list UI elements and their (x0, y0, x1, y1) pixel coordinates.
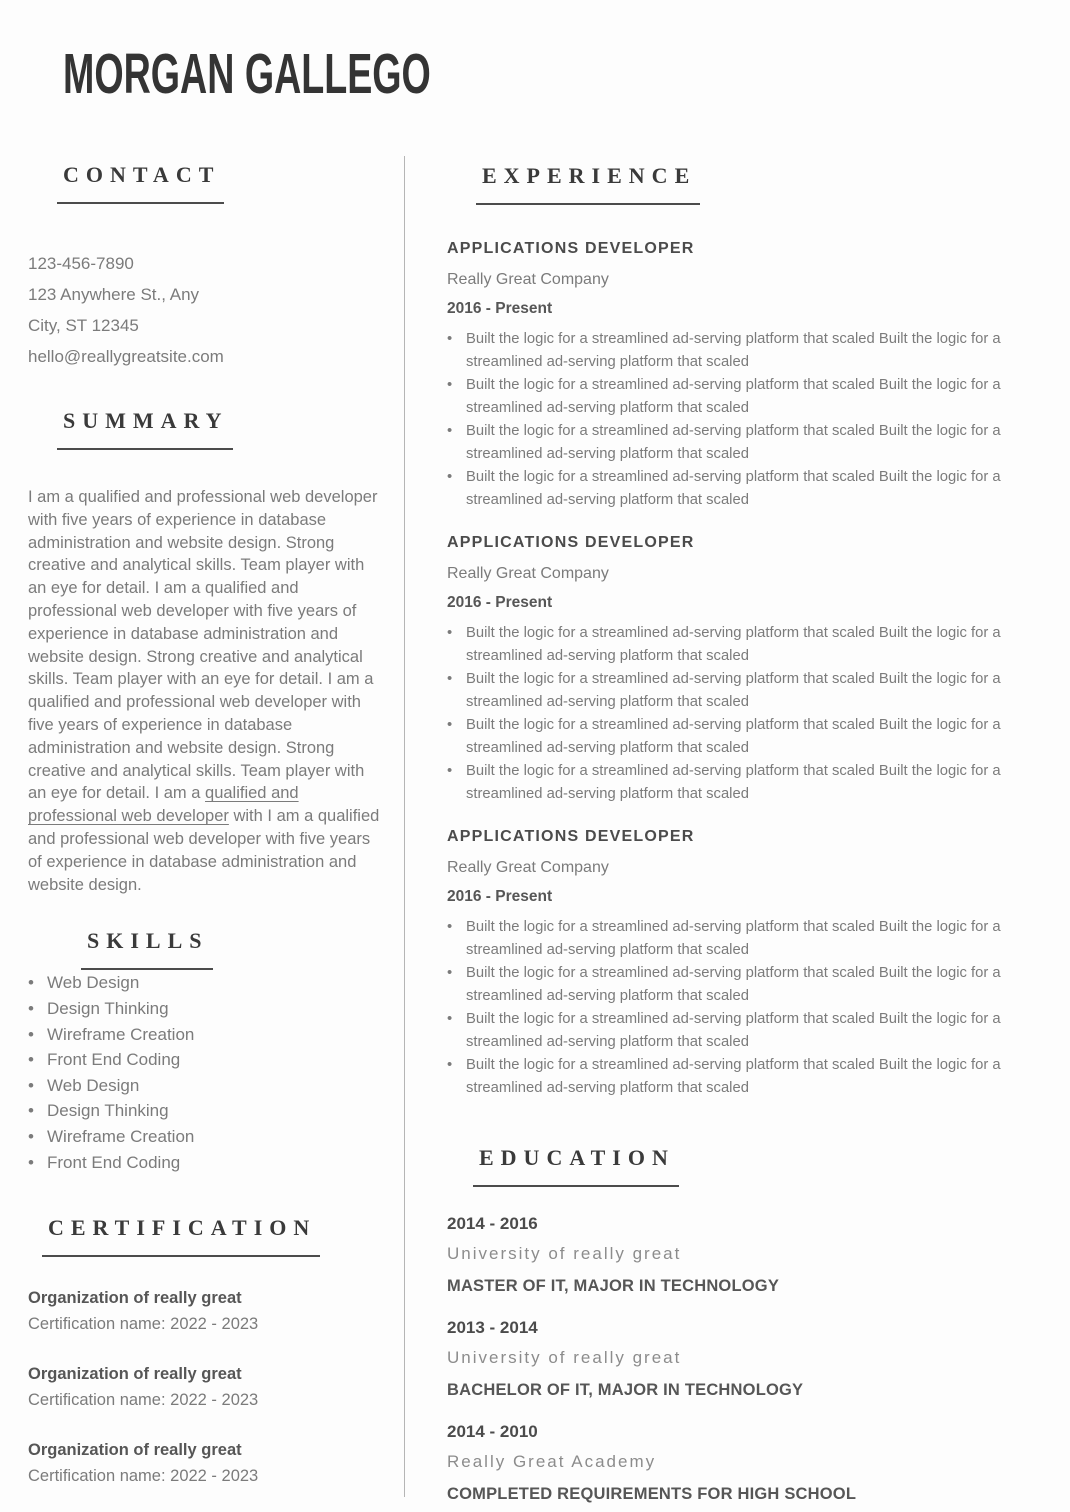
bullet-icon: • (447, 717, 453, 733)
skill-item (28, 996, 384, 1022)
job-bullet-text: Built the logic for a streamlined ad-serving platform that scaled Built the logic for a streamlined ad-serving platform that scaled (466, 763, 1001, 802)
bullet-icon: • (447, 1011, 453, 1027)
job-bullet (447, 328, 1049, 374)
certification-section (28, 1175, 384, 1490)
skill-item (28, 1022, 384, 1048)
education-school: Really Great Academy (447, 1452, 657, 1471)
bullet-icon: • (28, 998, 34, 1018)
experience-entry (447, 239, 1049, 512)
job-bullet (447, 1008, 1049, 1054)
certification-name: Certification name: 2022 - 2023 (28, 1315, 259, 1334)
job-title: APPLICATIONS DEVELOPER (447, 240, 695, 257)
skills-heading (81, 928, 213, 970)
column-divider (404, 156, 405, 1497)
job-title: APPLICATIONS DEVELOPER (447, 828, 695, 845)
education-degree: BACHELOR OF IT, MAJOR IN TECHNOLOGY (447, 1381, 804, 1399)
skill-label: Front End Coding (47, 1152, 181, 1172)
certification-entry (28, 1285, 384, 1338)
job-bullet-text: Built the logic for a streamlined ad-serving platform that scaled Built the logic for a streamlined ad-serving platform that scaled (466, 423, 1001, 462)
job-dates: 2016 - Present (447, 888, 553, 905)
skill-item (28, 970, 384, 996)
job-bullet (447, 714, 1049, 760)
bullet-icon: • (447, 763, 453, 779)
skill-item (28, 1073, 384, 1099)
bullet-icon: • (447, 965, 453, 981)
summary-section (28, 372, 384, 896)
job-bullet-text: Built the logic for a streamlined ad-serving platform that scaled Built the logic for a streamlined ad-serving platform that scaled (466, 717, 1001, 756)
education-entry (447, 1213, 1049, 1297)
job-bullet (447, 760, 1049, 806)
bullet-icon: • (28, 1075, 34, 1095)
skill-item (28, 1047, 384, 1073)
bullet-icon: • (447, 377, 453, 393)
job-bullet-text: Built the logic for a streamlined ad-serving platform that scaled Built the logic for a streamlined ad-serving platform that scaled (466, 469, 1001, 508)
skills-title: SKILLS (87, 928, 209, 954)
name-heading: MORGAN GALLEGO (63, 42, 431, 106)
skill-label: Web Design (47, 973, 140, 993)
skill-label: Design Thinking (47, 998, 169, 1018)
skill-label: Front End Coding (47, 1050, 181, 1070)
certification-name: Certification name: 2022 - 2023 (28, 1467, 259, 1486)
summary-paragraph (28, 486, 384, 896)
education-dates: 2013 - 2014 (447, 1318, 538, 1337)
skill-item (28, 1150, 384, 1176)
bullet-icon: • (28, 1126, 34, 1146)
summary-text-before: I am a qualified and professional web developer with five years of experience in database administration and website design. Strong creative and analytical skills. Team player with an eye for detail. I am a qualified and professional web developer with five years of experience in database administration and website design. Strong creative and analytical skills. Team player with an eye for detail. I am a qualified and professional web developer with five years of experience in database administration and website design. Strong creative and analytical skills. Team player with an eye for detail. I am a (28, 488, 378, 803)
company-name: Really Great Company (447, 859, 609, 876)
certification-list (28, 1285, 384, 1490)
company-name: Really Great Company (447, 271, 609, 288)
education-school: University of really great (447, 1348, 682, 1367)
skills-section (28, 896, 384, 1175)
bullet-icon: • (447, 625, 453, 641)
experience-title: EXPERIENCE (482, 163, 697, 188)
contact-line: City, ST 12345 (28, 316, 139, 335)
education-list (447, 1213, 1049, 1505)
certification-entry (28, 1361, 384, 1414)
left-column (28, 150, 384, 1512)
education-heading (473, 1145, 679, 1187)
skill-item (28, 1124, 384, 1150)
certification-organization: Organization of really great (28, 1289, 242, 1308)
bullet-icon: • (28, 1024, 34, 1044)
job-bullet-text: Built the logic for a streamlined ad-serving platform that scaled Built the logic for a streamlined ad-serving platform that scaled (466, 671, 1001, 710)
certification-title: CERTIFICATION (48, 1215, 317, 1241)
experience-entry (447, 533, 1049, 806)
contact-info (28, 248, 384, 372)
job-bullet-text: Built the logic for a streamlined ad-serving platform that scaled Built the logic for a streamlined ad-serving platform that scaled (466, 919, 1001, 958)
job-bullet-list (447, 916, 1049, 1100)
certification-organization: Organization of really great (28, 1441, 242, 1460)
job-dates: 2016 - Present (447, 300, 553, 317)
job-bullet-text: Built the logic for a streamlined ad-serving platform that scaled Built the logic for a streamlined ad-serving platform that scaled (466, 377, 1001, 416)
bullet-icon: • (447, 423, 453, 439)
contact-title: CONTACT (63, 162, 221, 187)
skill-label: Wireframe Creation (47, 1126, 195, 1146)
contact-heading (57, 162, 224, 204)
job-bullet-list (447, 622, 1049, 806)
experience-entry (447, 827, 1049, 1100)
skill-label: Wireframe Creation (47, 1024, 195, 1044)
bullet-icon: • (28, 973, 34, 993)
job-bullet-list (447, 328, 1049, 512)
job-bullet (447, 466, 1049, 512)
certification-organization: Organization of really great (28, 1365, 242, 1384)
job-bullet (447, 622, 1049, 668)
bullet-icon: • (28, 1152, 34, 1172)
job-dates: 2016 - Present (447, 594, 553, 611)
bullet-icon: • (447, 331, 453, 347)
job-bullet-text: Built the logic for a streamlined ad-serving platform that scaled Built the logic for a streamlined ad-serving platform that scaled (466, 625, 1001, 664)
education-title: EDUCATION (479, 1145, 675, 1170)
job-bullet-text: Built the logic for a streamlined ad-serving platform that scaled Built the logic for a streamlined ad-serving platform that scaled (466, 1057, 1001, 1096)
skill-label: Web Design (47, 1075, 140, 1095)
experience-section (447, 150, 1049, 1100)
education-degree: MASTER OF IT, MAJOR IN TECHNOLOGY (447, 1277, 780, 1295)
education-section (447, 1121, 1049, 1505)
bullet-icon: • (28, 1050, 34, 1070)
certification-entry (28, 1437, 384, 1490)
education-entry (447, 1317, 1049, 1401)
right-column (447, 150, 1049, 1512)
certification-heading (42, 1215, 320, 1257)
contact-line: hello@reallygreatsite.com (28, 347, 224, 366)
job-bullet (447, 668, 1049, 714)
bullet-icon: • (28, 1101, 34, 1121)
job-bullet-text: Built the logic for a streamlined ad-serving platform that scaled Built the logic for a streamlined ad-serving platform that scaled (466, 331, 1001, 370)
summary-text-after: with I am a qualified and professional web developer with five years of experience in database administration and website design. (28, 807, 380, 894)
bullet-icon: • (447, 469, 453, 485)
contact-line: 123 Anywhere St., Any (28, 285, 200, 304)
education-dates: 2014 - 2010 (447, 1422, 538, 1441)
certification-name: Certification name: 2022 - 2023 (28, 1391, 259, 1410)
skill-item (28, 1098, 384, 1124)
summary-heading (57, 408, 233, 450)
job-bullet (447, 1054, 1049, 1100)
summary-link[interactable]: qualified and professional web developer (28, 784, 299, 826)
education-degree: COMPLETED REQUIREMENTS FOR HIGH SCHOOL (447, 1485, 857, 1503)
skills-list (28, 970, 384, 1175)
contact-line: 123-456-7890 (28, 254, 134, 273)
job-bullet (447, 916, 1049, 962)
bullet-icon: • (447, 671, 453, 687)
experience-list (447, 239, 1049, 1100)
company-name: Really Great Company (447, 565, 609, 582)
education-dates: 2014 - 2016 (447, 1214, 538, 1233)
job-bullet (447, 374, 1049, 420)
contact-section (28, 150, 384, 372)
job-bullet (447, 420, 1049, 466)
summary-title: SUMMARY (63, 408, 229, 433)
job-title: APPLICATIONS DEVELOPER (447, 534, 695, 551)
job-bullet-text: Built the logic for a streamlined ad-serving platform that scaled Built the logic for a streamlined ad-serving platform that scaled (466, 1011, 1001, 1050)
skill-label: Design Thinking (47, 1101, 169, 1121)
bullet-icon: • (447, 919, 453, 935)
experience-heading (476, 163, 700, 205)
education-school: University of really great (447, 1244, 682, 1263)
job-bullet (447, 962, 1049, 1008)
education-entry (447, 1421, 1049, 1505)
job-bullet-text: Built the logic for a streamlined ad-serving platform that scaled Built the logic for a streamlined ad-serving platform that scaled (466, 965, 1001, 1004)
bullet-icon: • (447, 1057, 453, 1073)
